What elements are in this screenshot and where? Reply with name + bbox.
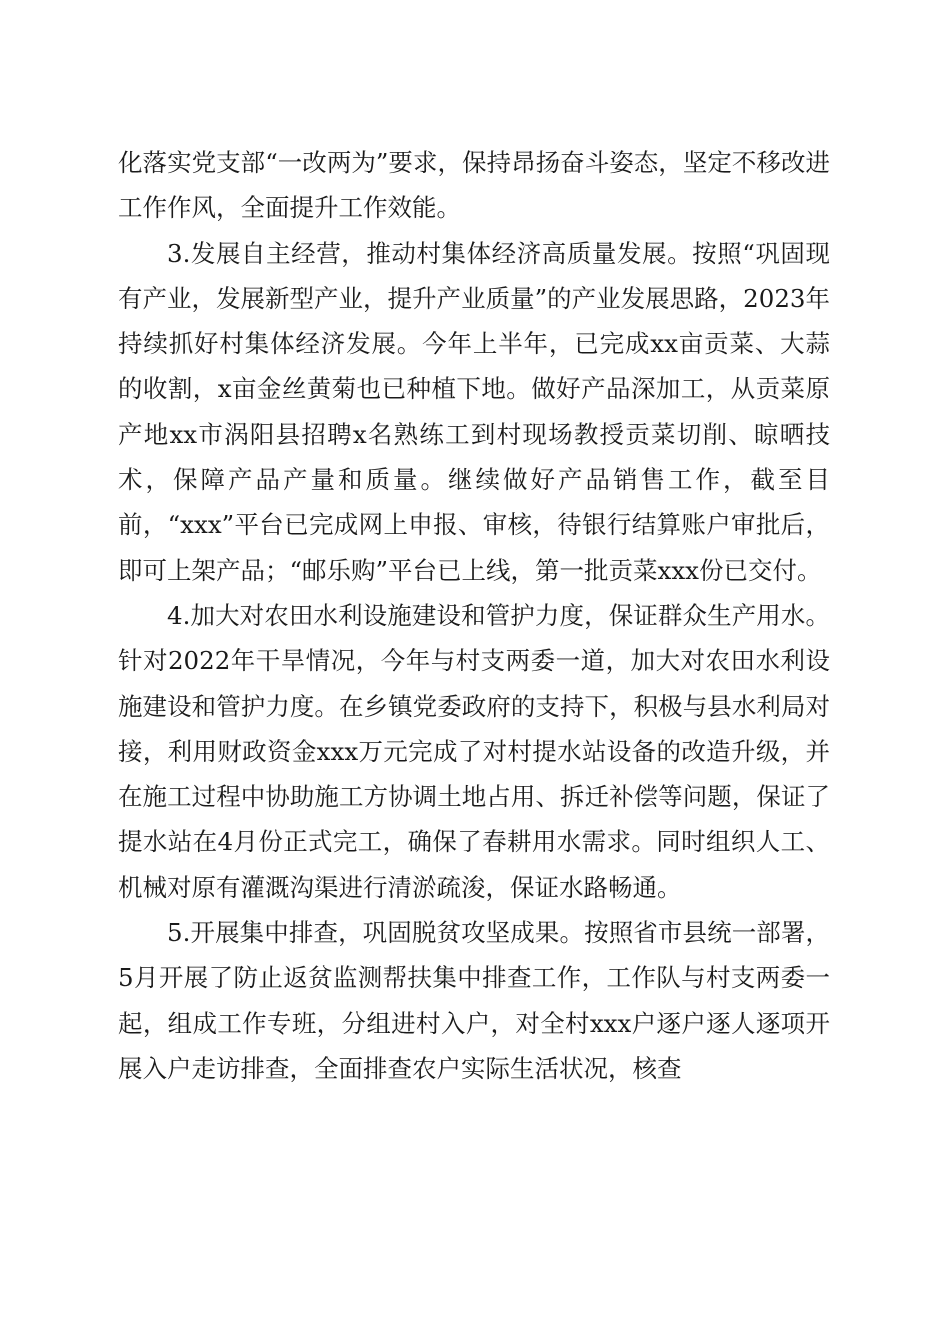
paragraph-item-5: 5.开展集中排查，巩固脱贫攻坚成果。按照省市县统一部署，5月开展了防止返贫监测帮扶集中排查工作，工作队与村支两委一起，组成工作专班，分组进村入户，对全村xxx户逐户逐人逐项开展入户走访排查，全面排查农户实际生活状况，核查 [118,918,830,1083]
document-body [118,140,830,1091]
paragraph-continuation: 化落实党支部“一改两为”要求，保持昂扬奋斗姿态，坚定不移改进工作作风，全面提升工作效能。 [118,148,830,223]
paragraph-item-3: 3.发展自主经营，推动村集体经济高质量发展。按照“巩固现有产业，发展新型产业，提升产业质量”的产业发展思路，2023年持续抓好村集体经济发展。今年上半年，已完成xx亩贡菜、大蒜的收割，x亩金丝黄菊也已种植下地。做好产品深加工，从贡菜原产地xx市涡阳县招聘x名熟练工到村现场教授贡菜切削、晾晒技术，保障产品产量和质量。继续做好产品销售工作，截至目前，“xxx”平台已完成网上申报、审核，待银行结算账户审批后，即可上架产品；“邮乐购”平台已上线，第一批贡菜xxx份已交付。 [118,238,830,585]
paragraph-item-4: 4.加大对农田水利设施建设和管护力度，保证群众生产用水。针对2022年干旱情况，今年与村支两委一道，加大对农田水利设施建设和管护力度。在乡镇党委政府的支持下，积极与县水利局对接，利用财政资金xxx万元完成了对村提水站设备的改造升级，并在施工过程中协助施工方协调土地占用、拆迁补偿等问题，保证了提水站在4月份正式完工，确保了春耕用水需求。同时组织人工、机械对原有灌溉沟渠进行清淤疏浚，保证水路畅通。 [118,600,830,902]
